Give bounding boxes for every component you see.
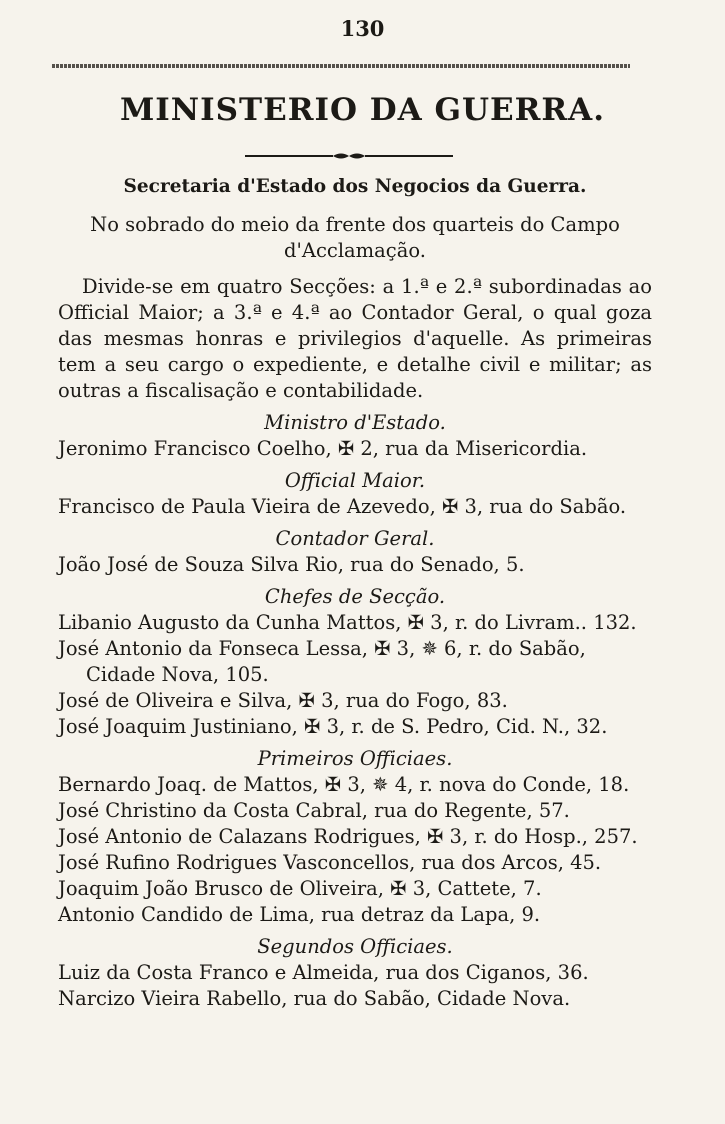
list-item: João José de Souza Silva Rio, rua do Senado, 5. — [58, 553, 525, 576]
address-line: No sobrado do meio da frente dos quarteis do Campo — [90, 213, 620, 236]
list-item: José Joaquim Justiniano, ✠ 3, r. de S. Pedro, Cid. N., 32. — [58, 715, 608, 738]
paragraph-line: outras a fiscalisação e contabilidade. — [58, 379, 424, 402]
section-heading-contador: Contador Geral. — [275, 527, 435, 550]
document-body — [58, 170, 652, 1012]
list-item: Narcizo Vieira Rabello, rua do Sabão, Cidade Nova. — [58, 987, 571, 1010]
paragraph-line: tem a seu cargo o expediente, e detalhe civil e militar; as — [58, 353, 652, 376]
list-item: Jeronimo Francisco Coelho, ✠ 2, rua da Misericordia. — [58, 437, 588, 460]
list-item: Libanio Augusto da Cunha Mattos, ✠ 3, r. do Livram.. 132. — [58, 611, 637, 634]
address-block — [58, 212, 652, 264]
page-number: 130 — [340, 16, 385, 41]
section-heading-chefes: Chefes de Secção. — [264, 585, 446, 608]
address-line: d'Acclamação. — [284, 239, 426, 262]
section-heading-primeiros: Primeiros Officiaes. — [257, 747, 453, 770]
top-rule — [52, 64, 630, 68]
ornament-divider-icon — [245, 150, 453, 162]
section-heading-segundos: Segundos Officiaes. — [257, 935, 453, 958]
section-heading-ministro: Ministro d'Estado. — [264, 411, 446, 434]
list-item: Francisco de Paula Vieira de Azevedo, ✠ 3, rua do Sabão. — [58, 495, 627, 518]
description-paragraph — [58, 274, 652, 404]
list-item: Joaquim João Brusco de Oliveira, ✠ 3, Cattete, 7. — [58, 877, 542, 900]
list-item: José de Oliveira e Silva, ✠ 3, rua do Fogo, 83. — [58, 689, 508, 712]
list-item: Bernardo Joaq. de Mattos, ✠ 3, ✵ 4, r. nova do Conde, 18. — [58, 773, 630, 796]
paragraph-line: Official Maior; a 3.ª e 4.ª ao Contador Geral, o qual goza — [58, 301, 652, 324]
paragraph-line: Divide-se em quatro Secções: a 1.ª e 2.ª subordinadas ao — [82, 275, 652, 298]
list-item: José Antonio da Fonseca Lessa, ✠ 3, ✵ 6, r. do Sabão, — [58, 637, 586, 660]
list-item-continuation: Cidade Nova, 105. — [86, 663, 269, 686]
paragraph-line: das mesmas honras e privilegios d'aquelle. As primeiras — [58, 327, 652, 350]
list-item: Luiz da Costa Franco e Almeida, rua dos Ciganos, 36. — [58, 961, 589, 984]
secretaria-heading: Secretaria d'Estado dos Negocios da Guerra. — [123, 176, 587, 197]
list-item: Antonio Candido de Lima, rua detraz da Lapa, 9. — [58, 903, 541, 926]
list-item: José Antonio de Calazans Rodrigues, ✠ 3, r. do Hosp., 257. — [58, 825, 638, 848]
page-title: MINISTERIO DA GUERRA. — [119, 92, 606, 128]
section-heading-official: Official Maior. — [284, 469, 426, 492]
list-item: José Christino da Costa Cabral, rua do Regente, 57. — [58, 799, 570, 822]
list-item: José Rufino Rodrigues Vasconcellos, rua dos Arcos, 45. — [58, 851, 602, 874]
